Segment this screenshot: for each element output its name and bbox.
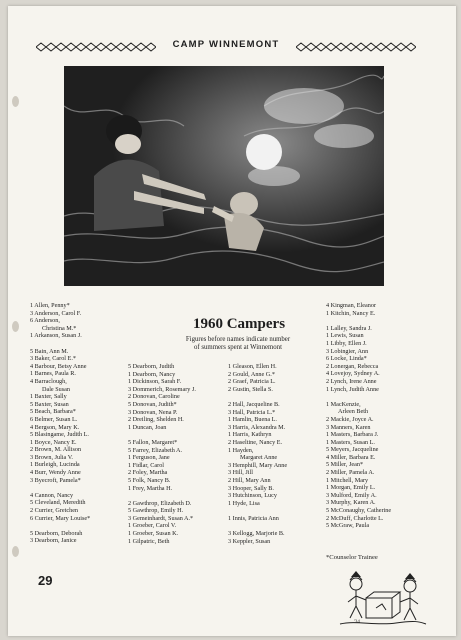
camper-entry: 6 Anderson, [30,317,60,325]
camper-entry: 3 Gemeinhardt, Susan A.* [128,514,194,522]
camper-entry: 1 Baxter, Sally [30,393,67,401]
camper-entry: 2 Donovan, Caroline [128,393,180,401]
camper-entry: 1 Fidlar, Carol [128,461,165,469]
camper-entry: 3 Hemphill, Mary Anne [228,461,288,469]
camper-entry: 2 Miller, Pamela A. [326,469,375,477]
camper-entry: 3 Manners, Karen [326,423,371,431]
camper-entry: 2 Haseltine, Nancy E. [228,438,283,446]
list-spacer [228,522,287,530]
camper-entry: 5 Fallon, Margaret* [128,438,178,446]
camper-entry: 3 Kellogg, Marjorie B. [228,530,285,538]
camper-entry: Dale Susan [42,385,71,393]
camper-entry: 6 Locke, Linda* [326,355,367,363]
camper-entry: 2 Brown, M. Allison [30,446,82,454]
camper-entry: 1 Lynch, Judith Anne [326,385,379,393]
camper-entry: 2 Gawthrop, Elizabeth D. [128,499,192,507]
camper-entry: 4 Barraclough, [30,377,67,385]
camper-entry: 3 Harris, Alexandra M. [228,423,286,431]
page-header [36,39,416,55]
camper-entry: 4 Burr, Wendy Anne [30,469,81,477]
camper-entry: 1 Boyce, Nancy E. [30,438,77,446]
list-spacer [228,507,287,515]
punch-hole [12,96,19,107]
camper-entry: 1 Groeber, Carol V. [128,522,177,530]
list-spacer [128,431,196,439]
header-title: CAMP WINNEMONT [172,39,280,50]
camper-entry: Margaret Anne [240,454,278,462]
camper-entry: 3 Brown, Julia V. [30,453,73,461]
camper-entry: 4 Lovejoy, Sydney A. [326,370,380,378]
camper-entry: 1 Kitchin, Nancy E. [326,309,376,317]
camper-entry: 1 Burleigh, Lucinda [30,461,80,469]
camper-entry: 3 Hill, Jill [228,469,253,477]
camper-entry: 4 Cannon, Nancy [30,491,74,499]
child-head [230,192,258,216]
camper-entry: 5 Dearborn, Judith [128,363,175,370]
page [8,6,456,636]
camper-entry: 5 Meyers, Jacqueline [326,446,379,454]
camper-list-column-1 [30,302,90,545]
camper-entry: 3 Hall, Patricia L.* [228,408,276,416]
swimming-photo [64,66,384,286]
camper-entry: 3 Hooper, Sally B. [228,484,274,492]
camper-entry: 1 Gilpatric, Beth [128,537,170,545]
camper-entry: 2 Lonergan, Rebecca [326,362,379,370]
camper-entry: 5 Dearborn, Deborah [30,529,83,537]
camper-entry: 5 Bain, Ann M. [30,347,69,355]
camper-entry: 1 Dearborn, Nancy [128,370,176,378]
camper-entry: 5 Donovan, Judith* [128,400,177,408]
camper-entry: 4 Miller, Barbara E. [326,453,376,461]
camper-entry: 2 Dreiling, Shelden H. [128,416,184,424]
camper-entry: 1 Lalley, Sandra J. [326,324,372,332]
camper-entry: 1 Ferguson, Jane [128,454,170,462]
camper-entry: 1 Frey, Martha H. [128,484,173,492]
camper-entry: 2 Hill, Mary Ann [228,476,271,484]
camper-entry: 1 Groeber, Susan K. [128,530,179,538]
camper-entry: 3 Donovan, Nena P. [128,408,178,416]
list-spacer [228,393,287,401]
camper-entry: 2 McDuff, Charlotte L. [326,514,384,522]
camper-entry: 1 Masters, Barbara J. [326,431,379,439]
camper-entry: 3 Dommerich, Rosemary J. [128,385,196,393]
camper-entry: 2 Hall, Jacqueline B. [228,400,280,408]
camper-entry: 2 Lynch, Irene Anne [326,377,377,385]
camper-entry: 5 Gawthrop, Emily H. [128,507,184,515]
camper-entry: 3 Baker, Carol E.* [30,355,76,363]
camper-entry: 5 Blasingame, Judith L. [30,431,89,439]
camper-entry: 1 Innis, Patricia Ann [228,514,279,522]
camper-entry: 1 Masters, Susan L. [326,438,375,446]
campers-title: 1960 Campers [192,316,286,332]
camper-entry: 1 Duncan, Joan [128,423,167,431]
camper-entry: 1 MacKenzie, [326,400,361,408]
cartoon-signature: '34 [354,620,360,625]
list-spacer [30,522,90,530]
camper-entry: 1 Mitchell, Mary [326,476,369,484]
list-spacer [30,340,90,348]
campers-cartoon-drawing [336,568,428,630]
swimming-photo-image [64,66,384,286]
camper-entry: 3 Byecroft, Pamela* [30,476,81,484]
camper-entry: Arleen Beth [338,408,369,416]
camper-list-column-4 [326,302,391,530]
camper-entry: 5 Cleveland, Meredith [30,499,86,507]
camper-entry: 1 Hayden, [228,446,254,454]
camper-entry: 5 Baxter, Susan [30,400,69,408]
camper-entry: 1 Morgan, Emily L. [326,484,376,492]
camper-entry: 1 Arkanson, Susan J. [30,332,82,340]
camper-list-column-3 [228,363,287,545]
beach-ball [246,134,282,170]
camper-entry: 5 Farrey, Elizabeth A. [128,446,183,454]
camper-entry: 1 Lewis, Susan [326,332,364,340]
camper-entry: Christina M.* [42,324,77,332]
campers-cartoon [336,568,428,630]
camper-entry: 3 Hutchinson, Lucy [228,492,277,500]
list-spacer [326,317,391,325]
camper-entry: 1 Hamlin, Buena L. [228,416,277,424]
zigzag-ornament-left [36,42,156,52]
zigzag-ornament-right [296,42,416,52]
camper-entry: 2 Foley, Martha [128,469,168,477]
camper-entry: 3 Keppler, Susan [228,537,271,545]
campers-subtitle-line: Figures before names indicate number [185,336,291,343]
camper-entry: 4 Bergson, Mary K. [30,423,80,431]
list-spacer [128,492,196,500]
camper-entry: 2 Gustin, Stella S. [228,385,273,393]
camper-entry: 3 Anderson, Carol F. [30,309,82,317]
camper-entry: 1 Libby, Ellen J. [326,339,367,347]
list-spacer [326,393,391,401]
campers-subtitle-line: of summers spent at Winnemont [194,344,282,352]
camper-entry: 1 Hyde, Lisa [228,499,260,507]
camper-entry: 3 Lobingier, Ann [326,347,369,355]
punch-hole [12,321,19,332]
camper-entry: 1 Gleason, Ellen H. [228,363,277,370]
camper-entry: 2 Mackie, Joyce A. [326,415,374,423]
instructor-body [94,160,164,231]
camper-entry: 1 Harris, Kathryn [228,431,272,439]
camper-entry: 2 Graef, Patricia L. [228,378,276,386]
camper-entry: 6 Currier, Mary Louise* [30,514,91,522]
camper-entry: 2 Currier, Gretchen [30,507,79,515]
camper-entry: 1 Allen, Penny* [30,302,70,309]
camper-entry: 5 McGraw, Paula [326,522,370,530]
camper-list-column-2 [128,363,196,545]
camper-entry: 5 Beach, Barbara* [30,408,76,416]
footnote: *Counselor Trainee [326,554,378,561]
camper-entry: 3 Mulford, Emily A. [326,491,377,499]
camper-entry: 2 Gould, Anne G.* [228,370,275,378]
page-number: 29 [38,573,53,588]
camper-entry: 3 Dearborn, Janice [30,537,77,545]
list-spacer [30,484,90,492]
camper-entry: 1 Barnes, Paula R. [30,370,76,378]
camper-entry: 4 Kingman, Eleanor [326,302,377,309]
punch-hole [12,546,19,557]
camper-entry: 5 Miller, Jean* [326,461,364,469]
camper-entry: 1 Dickinson, Sarah F. [128,378,182,386]
camper-entry: 5 McConaughy, Catherine [326,507,392,515]
campers-subtitle [158,336,318,352]
camper-entry: 5 Folk, Nancy B. [128,476,171,484]
camper-entry: 3 Murphy, Karen A. [326,499,376,507]
camper-entry: 4 Barbour, Betsy Anne [30,362,87,370]
camper-entry: 6 Belmer, Susan L. [30,415,78,423]
